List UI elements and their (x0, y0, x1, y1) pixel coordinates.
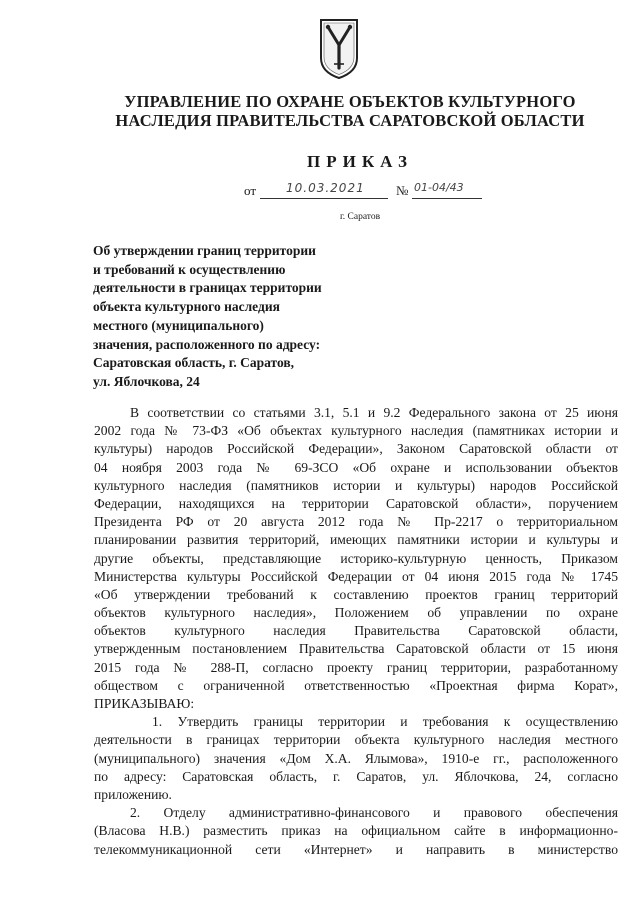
body-line: В соответствии со статьями 3.1, 5.1 и 9.2 Федерального закона от 25 июня (130, 405, 618, 420)
body-line: 2002 года № 73-ФЗ «Об объектах культурного наследия (памятниках истории и (94, 423, 618, 439)
subject-line: ул. Яблочкова, 24 (93, 373, 200, 389)
subject-line: объекта культурного наследия (93, 299, 280, 315)
subject-line: и требований к осуществлению (93, 261, 286, 277)
body-line: культурного наследия (памятников истории и культуры) народов Российской (94, 477, 618, 493)
body-line: Президента РФ от 20 августа 2012 года № Пр-2217 о территориальном (94, 514, 618, 530)
subject-line: местного (муниципального) (93, 317, 264, 333)
body-line: Федерации, находящихся на территории Саратовской области», поручением (94, 495, 618, 511)
body-line: деятельности в границах территории объекта культурного наследия местного (94, 732, 618, 748)
subject-line: значения, расположенного по адресу: (93, 336, 321, 352)
body-line: 2. Отделу административно-финансового и правового обеспечения (130, 805, 618, 821)
body-line: объектов культурного наследия Правительства Саратовской области, (94, 623, 618, 639)
body-line: другие объекты, представляющие историко-культурную ценность, Приказом (94, 550, 618, 566)
organization-name (60, 92, 640, 130)
body-line: утвержденным постановлением Правительства Саратовской области от 15 июня (94, 641, 618, 657)
handwritten-order-number: 01-04/43 (412, 181, 482, 199)
body-line: культуры) народов Российской Федерации», Законом Саратовской области от (94, 441, 618, 457)
body-line: объектов культурного наследия», Положением об управлении по охране (94, 605, 618, 621)
body-line: телекоммуникационной сети «Интернет» и направить в министерство (94, 841, 618, 857)
document-type-title: ПРИКАЗ (307, 152, 413, 171)
body-line: по адресу: Саратовская область, г. Саратов, ул. Яблочкова, 24, согласно (94, 768, 618, 784)
body-line: «Об утверждении требований к составлению проектов границ территорий (94, 586, 618, 602)
body-line: планировании развития территорий, имеющих памятники истории и культуры и (94, 532, 618, 548)
subject-line: Об утверждении границ территории (93, 243, 316, 258)
number-prefix: № (396, 183, 409, 198)
subject-line: деятельности в границах территории (93, 280, 322, 296)
order-subject (93, 242, 433, 392)
handwritten-date: 10.03.2021 (260, 181, 388, 199)
body-line: приложению. (94, 786, 172, 802)
body-line: (муниципального) значения «Дом Х.А. Ялымова», 1910-е гг., расположенного (94, 750, 618, 766)
body-line: 1. Утвердить границы территории и требования к осуществлению (152, 714, 618, 730)
order-body (94, 404, 618, 859)
coat-of-arms-emblem (318, 18, 360, 80)
city-label: г. Саратов (339, 212, 381, 222)
subject-line: Саратовская область, г. Саратов, (93, 355, 295, 371)
body-line: (Власова Н.В.) разместить приказ на официальном сайте в информационно- (94, 823, 618, 839)
body-line: 2015 года № 288-П, согласно проекту границ территории, разработанному (94, 659, 618, 675)
organization-name-line-2: НАСЛЕДИЯ ПРАВИТЕЛЬСТВА САРАТОВСКОЙ ОБЛАСТИ (115, 111, 585, 130)
body-line: Министерства культуры Российской Федерации от 04 июня 2015 года № 1745 (94, 568, 618, 584)
body-line: 04 ноября 2003 года № 69-ЗСО «Об охране и использовании объектов (94, 459, 618, 475)
date-prefix: от (244, 183, 257, 198)
body-line: обществом с ограниченной ответственностью «Проектная фирма Корат», (94, 677, 618, 693)
body-line: ПРИКАЗЫВАЮ: (94, 696, 195, 711)
order-date-number-line (228, 181, 618, 201)
organization-name-line-1: УПРАВЛЕНИЕ ПО ОХРАНЕ ОБЪЕКТОВ КУЛЬТУРНОГО (124, 92, 576, 111)
